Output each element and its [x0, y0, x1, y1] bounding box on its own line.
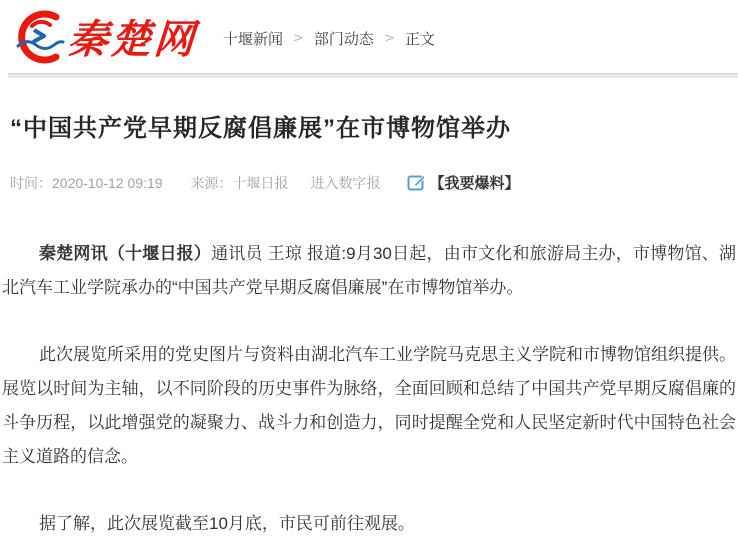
meta-time: [10, 173, 163, 193]
breadcrumb-separator-icon: >: [383, 31, 395, 46]
breadcrumb-separator-icon: >: [293, 31, 304, 46]
meta-source-value: 十堰日报: [232, 174, 289, 191]
paragraph-text: 通讯员 王琼 报道:9月30日起，由市文化和旅游局主办，市博物馆、湖北汽车工业学院承办的“中国共产党早期反腐倡廉展”在市博物馆举办。: [2, 244, 736, 297]
paragraph-lead: 秦楚网讯（十堰日报）: [39, 244, 212, 263]
article-paragraph: [2, 338, 736, 474]
breadcrumb: [223, 28, 435, 49]
paragraph-text: 此次展览所采用的党史图片与资料由湖北汽车工业学院马克思主义学院和市博物馆组织提供。展览以时间为主轴，以不同阶段的历史事件为脉络，全面回顾和总结了中国共产党早期反腐倡廉的斗争历程，以此增强党的凝聚力、战斗力和创造力，同时提醒全党和人民坚定新时代中国特色社会主义道路的信念。: [2, 345, 736, 466]
logo-swirl-icon: [10, 10, 66, 64]
article-body: [2, 237, 736, 541]
meta-time-label: 时间：: [10, 174, 52, 191]
meta-source-label: 来源：: [190, 174, 233, 191]
site-header: [0, 0, 738, 73]
report-news-link[interactable]: [407, 172, 520, 193]
breadcrumb-item-news[interactable]: 十堰新闻: [223, 31, 284, 48]
header-divider: [8, 73, 738, 78]
report-news-label: 【我要爆料】: [429, 175, 520, 192]
article-paragraph: [2, 237, 736, 305]
page-title: “中国共产党早期反腐倡廉展”在市博物馆举办: [10, 115, 511, 142]
paragraph-text: 据了解，此次展览截至10月底，市民可前往观展。: [39, 514, 415, 533]
edit-pen-icon: [407, 173, 426, 192]
breadcrumb-item-current: 正文: [404, 31, 435, 48]
logo-text: 秦楚网: [66, 17, 199, 62]
digital-paper-link[interactable]: 进入数字报: [310, 174, 381, 191]
meta-time-value: 2020-10-12 09:19: [52, 174, 163, 191]
article-meta: [10, 172, 738, 193]
meta-source: [191, 173, 289, 193]
article-paragraph: [2, 507, 736, 541]
site-logo[interactable]: [10, 8, 197, 65]
breadcrumb-item-department[interactable]: 部门动态: [313, 31, 374, 48]
